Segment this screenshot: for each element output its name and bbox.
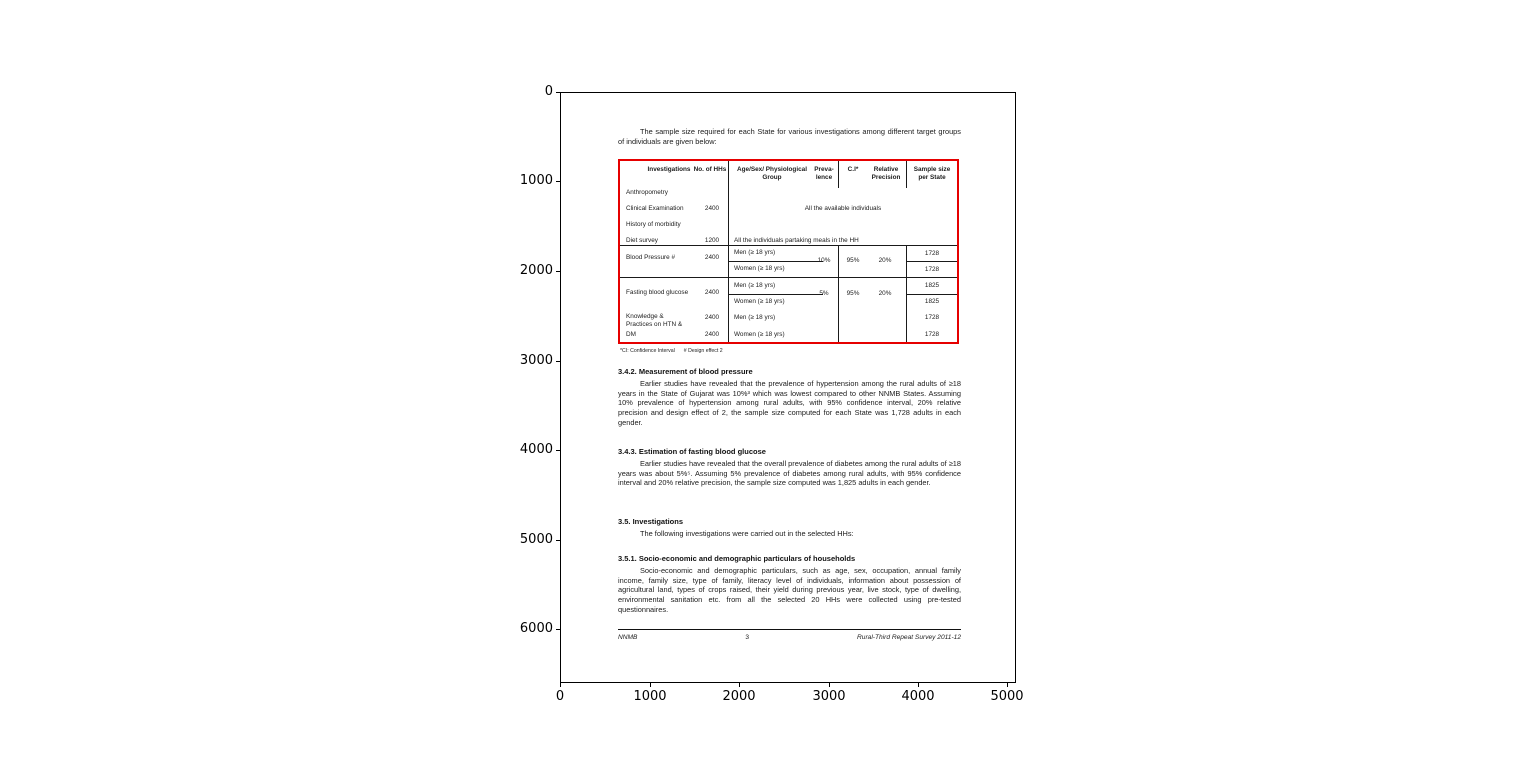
glucose-sample-women: 1825 xyxy=(924,298,940,305)
knowledge-men: Men (≥ 18 yrs) xyxy=(734,314,776,321)
glucose-ci: 95% xyxy=(846,290,860,297)
row-knowledge-line2: Practices on HTN & xyxy=(626,321,683,328)
row-fasting-glucose: Fasting blood glucose xyxy=(626,289,689,296)
section-body-3-5-1: Socio-economic and demographic particulars, such as age, sex, occupation, annual family income, family size, type of family, literacy level of individuals, information about possession of agricultural land, types of crops raised, their yield during previous year, live stock, type of dwelling, environmental sanitation etc. from all the selected 20 HHs were collected using pre-tested questionnaires. xyxy=(618,566,961,614)
x-tick-mark xyxy=(650,683,651,687)
row-anthropometry: Anthropometry xyxy=(626,189,668,196)
section-heading-3-5: 3.5. Investigations xyxy=(618,517,684,526)
glucose-precision: 20% xyxy=(878,290,892,297)
hhs-knowledge-men: 2400 xyxy=(704,314,720,321)
x-tick-mark xyxy=(560,683,561,687)
table-grid-line xyxy=(906,294,957,295)
table-grid-line xyxy=(838,245,839,342)
row-knowledge-line3: DM xyxy=(626,331,636,338)
knowledge-sample-women: 1728 xyxy=(924,331,940,338)
row-blood-pressure: Blood Pressure # xyxy=(626,254,676,261)
row-knowledge-line1: Knowledge & xyxy=(626,313,664,320)
bp-prevalence: 10% xyxy=(817,257,831,264)
footnote-ci: *CI: Confidence Interval xyxy=(620,348,675,354)
table-grid-line xyxy=(906,261,957,262)
hhs-clinical: 2400 xyxy=(704,205,720,212)
x-tick-mark xyxy=(1007,683,1008,687)
section-heading-3-4-2: 3.4.2. Measurement of blood pressure xyxy=(618,367,753,376)
y-tick-label: 0 xyxy=(544,84,553,99)
table-grid-line xyxy=(620,245,957,246)
hhs-knowledge-women: 2400 xyxy=(704,331,720,338)
y-tick-label: 4000 xyxy=(519,442,553,457)
hhs-blood-pressure: 2400 xyxy=(704,254,720,261)
x-tick-mark xyxy=(829,683,830,687)
x-tick-label: 0 xyxy=(555,689,565,704)
footer-rule xyxy=(618,629,961,630)
col-header-ci: C.I* xyxy=(847,166,859,173)
bp-men: Men (≥ 18 yrs) xyxy=(734,249,776,256)
row-history-morbidity: History of morbidity xyxy=(626,221,681,228)
bp-sample-men: 1728 xyxy=(924,250,940,257)
bp-women: Women (≥ 18 yrs) xyxy=(734,265,785,272)
section-body-3-5: The following investigations were carried out in the selected HHs: xyxy=(640,529,854,538)
document-page xyxy=(561,93,1015,682)
col-header-investigations: Investigations xyxy=(647,166,691,173)
x-tick-label: 5000 xyxy=(990,689,1024,704)
section-heading-3-4-3: 3.4.3. Estimation of fasting blood glucose xyxy=(618,447,766,456)
table-grid-line xyxy=(728,294,823,295)
plot-area xyxy=(560,92,1016,683)
col-header-precision: Relative Precision xyxy=(871,166,901,181)
footer-page-number: 3 xyxy=(745,634,750,641)
bp-ci: 95% xyxy=(846,257,860,264)
glucose-sample-men: 1825 xyxy=(924,282,940,289)
knowledge-women: Women (≥ 18 yrs) xyxy=(734,331,785,338)
row-diet-survey: Diet survey xyxy=(626,237,658,244)
y-tick-label: 2000 xyxy=(519,263,553,278)
footer-right: Rural-Third Repeat Survey 2011-12 xyxy=(857,634,961,641)
table-grid-line xyxy=(906,161,907,188)
x-tick-mark xyxy=(739,683,740,687)
x-tick-label: 4000 xyxy=(901,689,935,704)
hhs-fasting-glucose: 2400 xyxy=(704,289,720,296)
bp-sample-women: 1728 xyxy=(924,266,940,273)
x-tick-label: 3000 xyxy=(812,689,846,704)
hhs-diet-survey: 1200 xyxy=(704,237,720,244)
page-footer xyxy=(618,634,961,641)
footnote-design-effect: # Design effect 2 xyxy=(683,348,723,354)
y-tick-label: 3000 xyxy=(519,353,553,368)
y-tick-label: 6000 xyxy=(519,621,553,636)
section-body-3-4-2: Earlier studies have revealed that the prevalence of hypertension among the rural adults of ≥18 years in the State of Gujarat was 10%³ which was lowest compared to other NNMB States. Assuming 10% prevalence of hypertension among rural adults, with 95% confidence interval, 20% relative precision and design effect of 2, the sample size computed for each State was 1,728 adults in each gender. xyxy=(618,379,961,427)
table-grid-line xyxy=(728,261,823,262)
col-header-age-sex: Age/Sex/ Physiological Group xyxy=(737,166,807,181)
x-tick-label: 1000 xyxy=(633,689,667,704)
col-header-prevalence: Preva- lence xyxy=(814,166,834,181)
sample-size-table xyxy=(618,159,959,344)
section-body-3-4-3: Earlier studies have revealed that the overall prevalence of diabetes among the rural adults of ≥18 years was about 5%⁵. Assuming 5% prevalence of diabetes among rural adults, with 95% confidence interval and 20% relative precision, the sample size computed was 1,825 adults in each gender. xyxy=(618,459,961,488)
table-grid-line xyxy=(838,161,839,188)
x-tick-mark xyxy=(918,683,919,687)
merged-all-individuals: All the available individuals xyxy=(804,205,882,212)
merged-partaking-meals: All the individuals partaking meals in the HH xyxy=(734,237,859,244)
glucose-women: Women (≥ 18 yrs) xyxy=(734,298,785,305)
glucose-men: Men (≥ 18 yrs) xyxy=(734,282,776,289)
footer-left: NNMB xyxy=(618,634,638,641)
table-grid-line xyxy=(728,161,729,342)
glucose-prevalence: 5% xyxy=(819,290,829,297)
y-tick-label: 1000 xyxy=(519,173,553,188)
row-clinical-examination: Clinical Examination xyxy=(626,205,684,212)
col-header-sample-size: Sample size per State xyxy=(913,166,951,181)
table-grid-line xyxy=(620,277,957,278)
table-footnote xyxy=(620,348,723,354)
bp-precision: 20% xyxy=(878,257,892,264)
intro-paragraph: The sample size required for each State for various investigations among different target groups of individuals are given below: xyxy=(618,127,961,146)
knowledge-sample-men: 1728 xyxy=(924,314,940,321)
y-tick-label: 5000 xyxy=(519,532,553,547)
col-header-hhs: No. of HHs xyxy=(693,166,727,173)
x-tick-label: 2000 xyxy=(722,689,756,704)
section-heading-3-5-1: 3.5.1. Socio-economic and demographic particulars of households xyxy=(618,554,856,563)
